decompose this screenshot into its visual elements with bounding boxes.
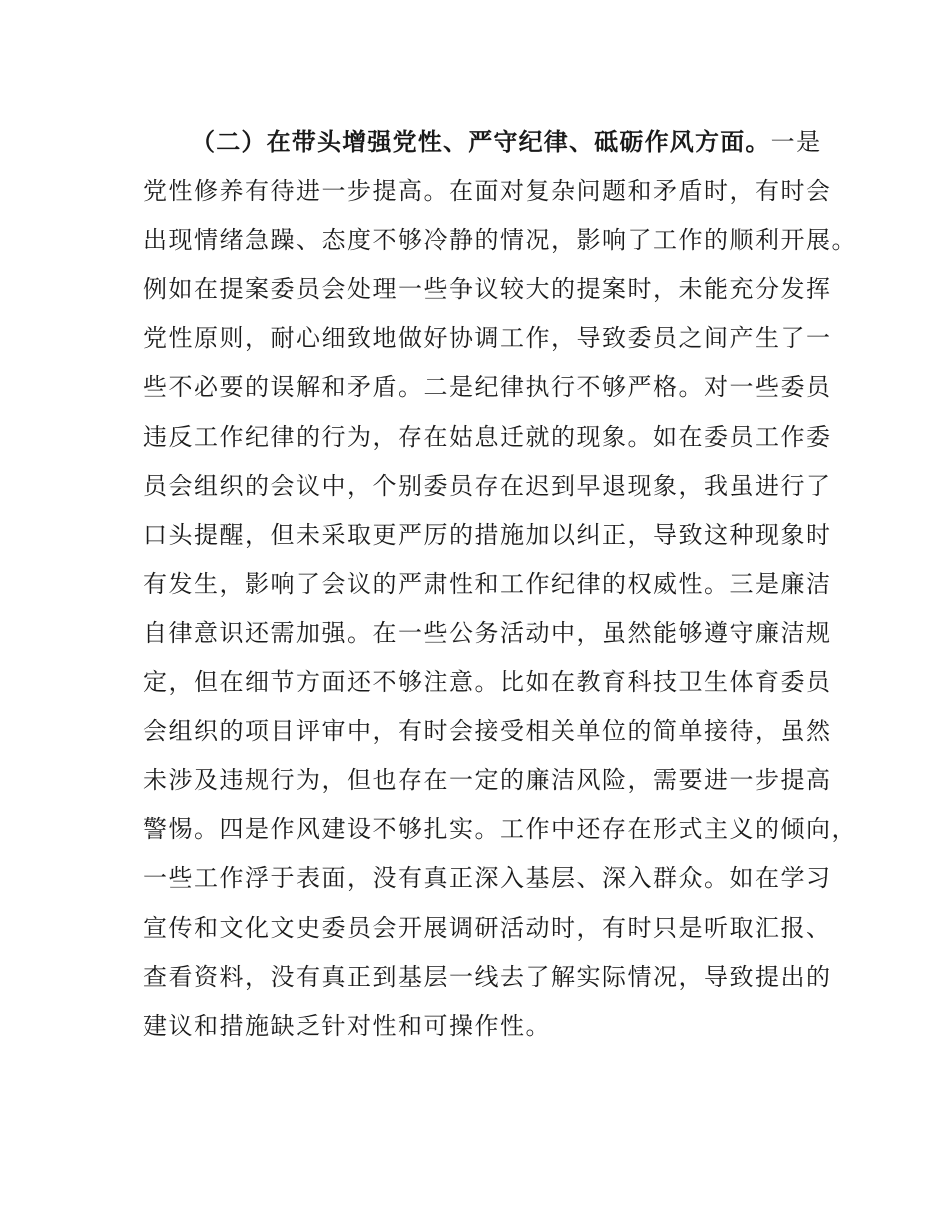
paragraph-line: 有发生，影响了会议的严肃性和工作纪律的权威性。三是廉洁 [143, 569, 832, 598]
paragraph-line [143, 118, 822, 167]
line-text: 一是 [770, 128, 822, 156]
paragraph-line: 查看资料，没有真正到基层一线去了解实际情况，导致提出的 [143, 962, 832, 991]
paragraph-line: 定，但在细节方面还不够注意。比如在教育科技卫生体育委员 [143, 668, 832, 697]
paragraph-line: 员会组织的会议中，个别委员存在迟到早退现象，我虽进行了 [143, 471, 832, 500]
paragraph-line: 出现情绪急躁、态度不够冷静的情况，影响了工作的顺利开展。 [143, 226, 857, 255]
paragraph-line: 一些工作浮于表面，没有真正深入基层、深入群众。如在学习 [143, 864, 832, 893]
paragraph-line: 例如在提案委员会处理一些争议较大的提案时，未能充分发挥 [143, 275, 832, 304]
paragraph-line: 建议和措施缺乏针对性和可操作性。 [143, 1011, 551, 1040]
paragraph-line: 宣传和文化文史委员会开展调研活动时，有时只是听取汇报、 [143, 913, 832, 942]
paragraph-line: 党性修养有待进一步提高。在面对复杂问题和矛盾时，有时会 [143, 177, 832, 206]
section-heading: （二）在带头增强党性、严守纪律、砥砺作风方面。 [191, 128, 771, 156]
paragraph-line: 党性原则，耐心细致地做好协调工作，导致委员之间产生了一 [143, 324, 832, 353]
paragraph-line: 口头提醒，但未采取更严厉的措施加以纠正，导致这种现象时 [143, 520, 832, 549]
paragraph-line: 些不必要的误解和矛盾。二是纪律执行不够严格。对一些委员 [143, 373, 832, 402]
paragraph-line: 未涉及违规行为，但也存在一定的廉洁风险，需要进一步提高 [143, 766, 832, 795]
paragraph-line: 警惕。四是作风建设不够扎实。工作中还存在形式主义的倾向， [143, 815, 857, 844]
body-paragraph [143, 118, 857, 1051]
paragraph-line: 会组织的项目评审中，有时会接受相关单位的简单接待，虽然 [143, 717, 832, 746]
paragraph-line: 违反工作纪律的行为，存在姑息迁就的现象。如在委员工作委 [143, 422, 832, 451]
paragraph-line: 自律意识还需加强。在一些公务活动中，虽然能够遵守廉洁规 [143, 618, 832, 647]
